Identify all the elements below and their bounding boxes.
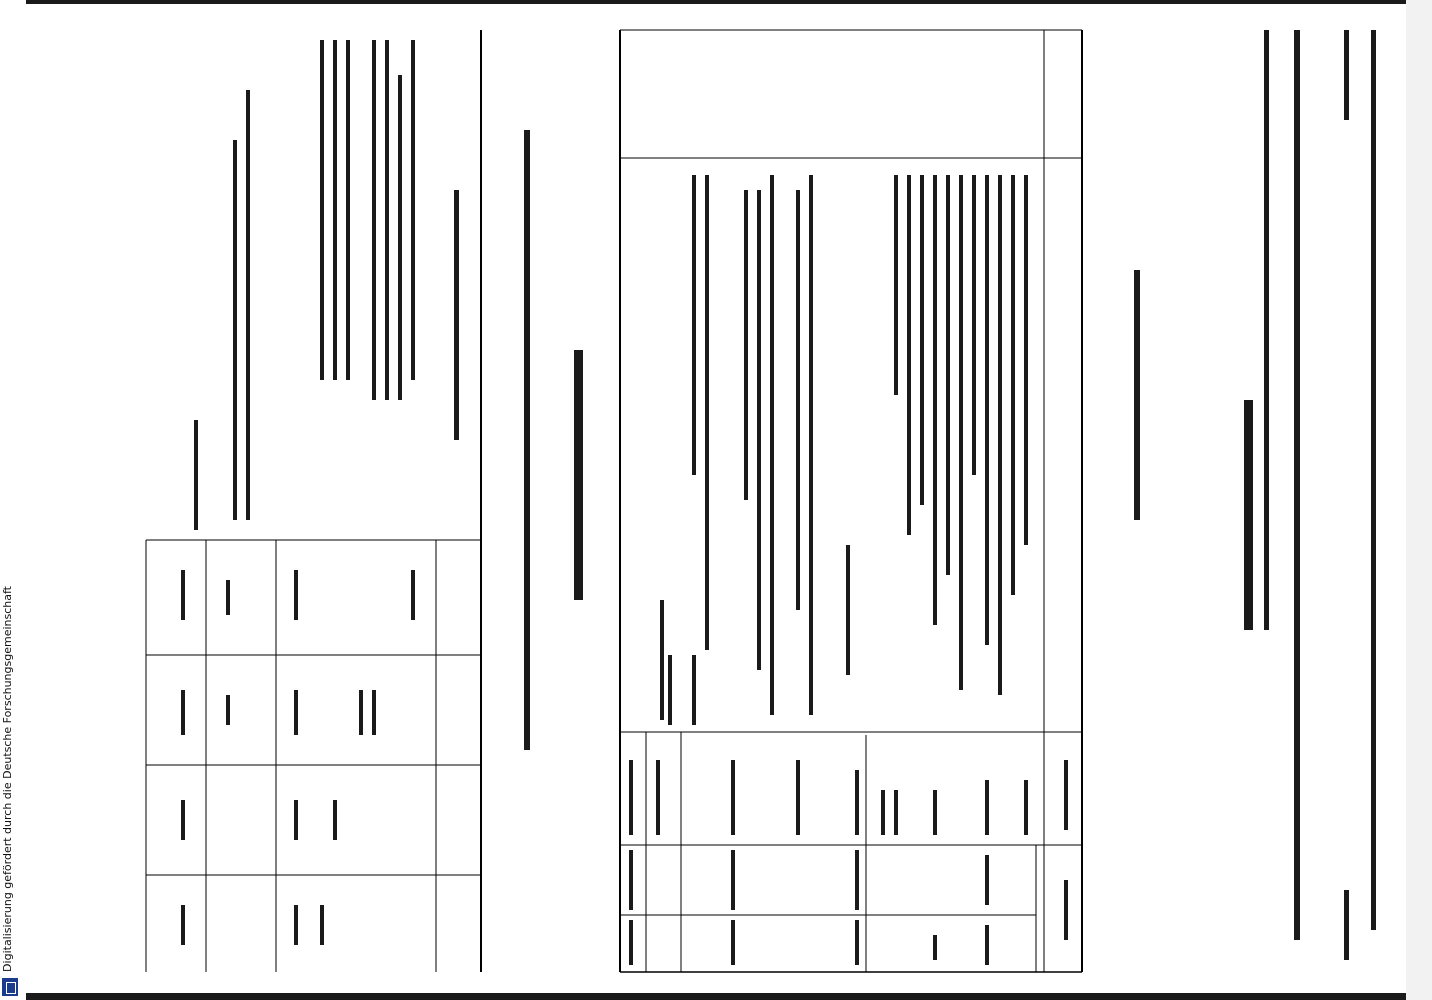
- scanned-document: [26, 0, 1432, 1000]
- upper-description-column: [660, 175, 1028, 720]
- upper-text-line: [744, 190, 748, 500]
- upper-text-line: [757, 190, 761, 670]
- upper-value-cell: [881, 790, 885, 835]
- attribution-text: Digitalisierung gefördert durch die Deutsche Forschungsgemeinschaft: [1, 586, 14, 972]
- upper-value-cell: [1024, 780, 1028, 835]
- upper-value-cell: [855, 850, 859, 910]
- heading-line: [1294, 30, 1300, 940]
- upper-value-cell: [985, 855, 989, 905]
- upper-text-line: [894, 175, 898, 395]
- lower-value-cell: [181, 690, 185, 735]
- bottom-edge: [26, 993, 1432, 1000]
- upper-value-cell: [855, 920, 859, 965]
- lower-value-cell: [294, 690, 298, 735]
- upper-text-line: [920, 175, 924, 505]
- heading-line: [1344, 30, 1349, 120]
- lower-heading-line: [574, 350, 583, 600]
- upper-value-cell: [1064, 880, 1068, 940]
- lower-text-line: [385, 40, 389, 400]
- dfg-logo-icon: [2, 978, 18, 996]
- lower-value-cell: [372, 690, 376, 735]
- lower-value-cell: [333, 800, 337, 840]
- lower-text-line: [372, 40, 376, 400]
- lower-text-line: [346, 40, 350, 380]
- lower-text-line: [320, 40, 324, 380]
- upper-text-line: [1024, 175, 1028, 545]
- upper-text-line: [796, 190, 800, 610]
- lower-table: [146, 30, 583, 972]
- upper-text-line: [946, 175, 950, 575]
- upper-value-cell: [629, 920, 633, 965]
- lower-value-cell: [411, 570, 415, 620]
- upper-text-line: [660, 600, 664, 720]
- upper-value-cell: [629, 850, 633, 910]
- heading-line: [1134, 270, 1140, 520]
- lower-text-line: [233, 140, 237, 520]
- lower-value-cell: [181, 905, 185, 945]
- lower-heading-block: [454, 130, 583, 750]
- upper-text-line: [959, 175, 963, 690]
- lower-values-columns: [181, 570, 415, 945]
- top-edge: [26, 0, 1432, 4]
- upper-value-cell: [933, 790, 937, 835]
- upper-value-cell: [985, 780, 989, 835]
- upper-text-line: [972, 175, 976, 475]
- upper-value-cell: [668, 655, 672, 725]
- document-scan-drawing: [26, 0, 1432, 1000]
- lower-value-cell: [226, 580, 230, 615]
- upper-value-cell: [629, 760, 633, 835]
- heading-line: [1244, 400, 1253, 630]
- upper-text-line: [998, 175, 1002, 695]
- lower-value-cell: [320, 905, 324, 945]
- upper-text-line: [705, 175, 709, 650]
- upper-text-line: [809, 175, 813, 715]
- upper-value-cell: [894, 790, 898, 835]
- lower-value-cell: [294, 905, 298, 945]
- lower-text-line: [411, 40, 415, 380]
- attribution-strip: [0, 0, 22, 1000]
- heading-line: [1264, 30, 1269, 630]
- lower-heading-line: [524, 130, 530, 750]
- page-heading-block: [1134, 30, 1377, 1000]
- lower-description-column: [194, 40, 415, 530]
- upper-value-cell: [796, 760, 800, 835]
- upper-value-cell: [985, 925, 989, 965]
- lower-value-cell: [181, 570, 185, 620]
- lower-text-line: [333, 40, 337, 380]
- heading-line: [1344, 890, 1349, 960]
- lower-text-line: [398, 75, 402, 400]
- upper-value-cell: [731, 760, 735, 835]
- lower-value-cell: [181, 800, 185, 840]
- heading-line: [1371, 30, 1376, 930]
- upper-text-line: [770, 175, 774, 715]
- upper-values-columns: [629, 655, 1068, 965]
- upper-value-cell: [656, 760, 660, 835]
- upper-text-line: [985, 175, 989, 645]
- lower-value-cell: [359, 690, 363, 735]
- upper-text-line: [846, 545, 850, 675]
- right-margin: [1406, 0, 1432, 1000]
- lower-value-cell: [294, 800, 298, 840]
- upper-text-line: [907, 175, 911, 535]
- upper-text-line: [933, 175, 937, 625]
- lower-heading-line: [454, 190, 459, 440]
- upper-value-cell: [731, 850, 735, 910]
- upper-text-line: [692, 175, 696, 475]
- lower-value-cell: [226, 695, 230, 725]
- lower-value-cell: [294, 570, 298, 620]
- upper-value-cell: [855, 770, 859, 835]
- lower-text-line: [246, 90, 250, 520]
- upper-col-sep-hidden: [1036, 845, 1082, 972]
- upper-value-cell: [731, 920, 735, 965]
- upper-value-cell: [1064, 760, 1068, 830]
- upper-text-line: [1011, 175, 1015, 595]
- upper-value-cell: [933, 935, 937, 960]
- upper-table: [620, 30, 1082, 972]
- lower-text-line: [194, 420, 198, 530]
- upper-value-cell: [692, 655, 696, 725]
